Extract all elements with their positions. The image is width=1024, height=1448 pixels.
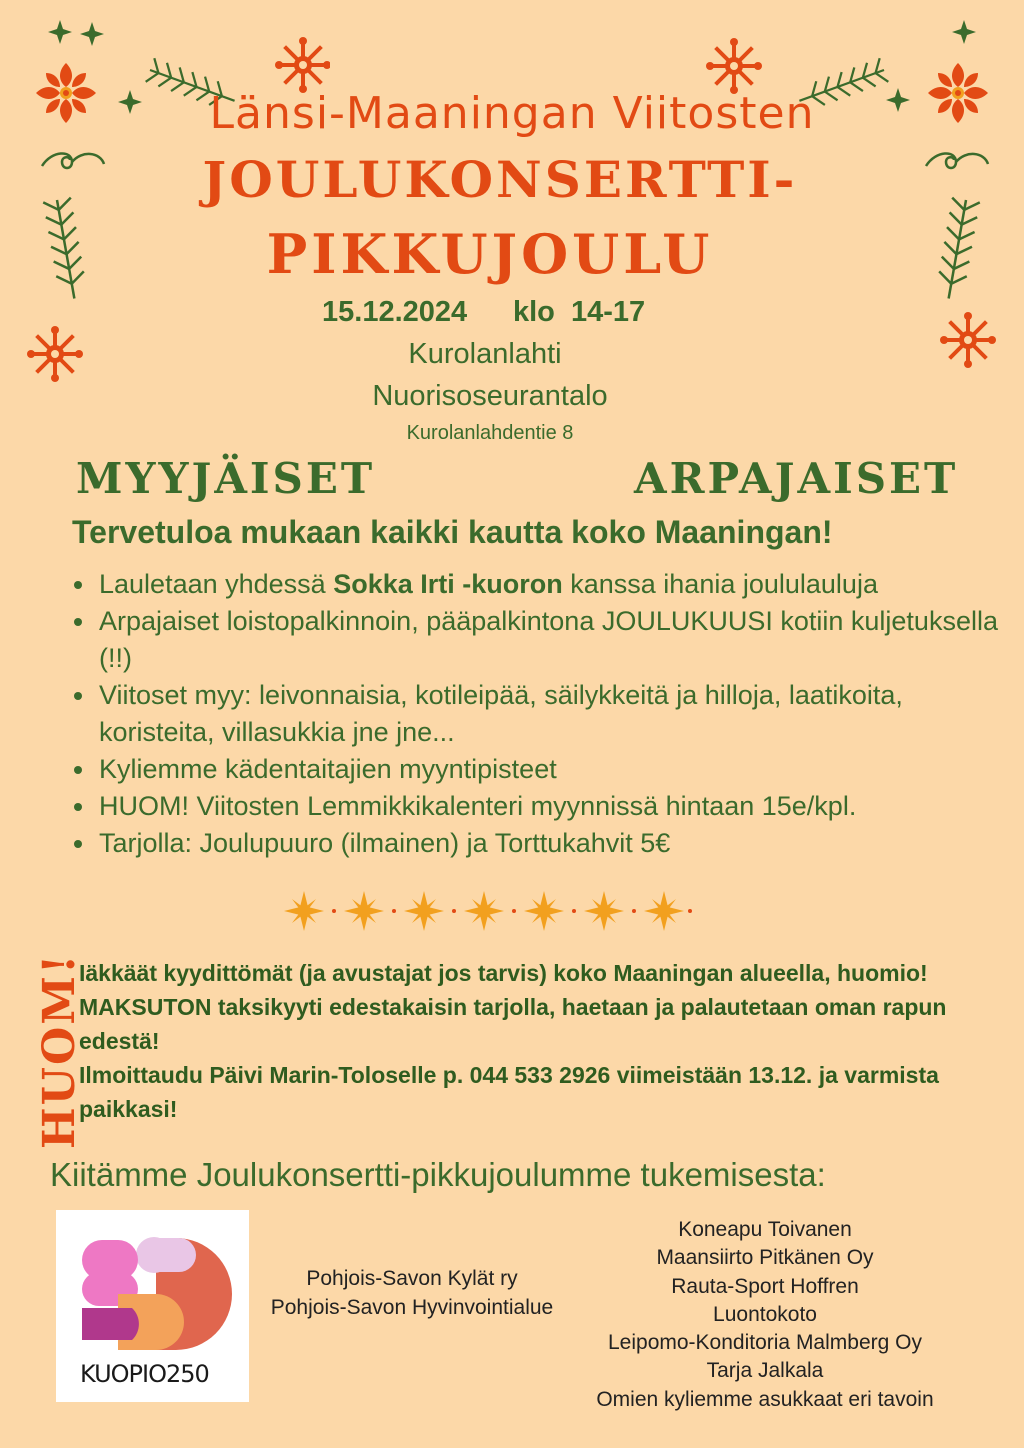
event-time: klo 14-17 — [513, 296, 646, 328]
sponsor-name: Tarja Jalkala — [706, 1359, 824, 1383]
event-place: Kurolanlahti — [408, 338, 562, 370]
event-venue: Nuorisoseurantalo — [372, 380, 608, 412]
sponsors-middle — [252, 1264, 572, 1322]
notice-paragraph: Iäkkäät kyydittömät (ja avustajat jos tarvis) koko Maaningan alueella, huomio! — [79, 960, 928, 986]
notice-paragraph: Ilmoittaudu Päivi Marin-Toloselle p. 044 533 2926 viimeistään 13.12. ja varmista paikkasi! — [79, 1062, 939, 1122]
title-organizer: Länsi-Maaningan Viitosten — [209, 88, 815, 139]
event-address: Kurolanlahdentie 8 — [406, 422, 574, 444]
sponsor-name: Pohjois-Savon Kylät ry — [306, 1267, 518, 1290]
sponsor-name: Leipomo-Konditoria Malmberg Oy — [608, 1331, 922, 1355]
heading-myyjaiset: MYYJÄISET — [76, 454, 376, 503]
program-list — [72, 566, 1002, 862]
sponsor-name: Rauta-Sport Hoffren — [671, 1274, 859, 1298]
logo-text: KUOPIO250 — [80, 1360, 209, 1388]
title-party: PIKKUJOULU — [266, 222, 714, 286]
thanks-heading: Kiitämme Joulukonsertti-pikkujoulumme tukemisesta: — [50, 1156, 826, 1193]
kuopio250-logo — [56, 1210, 249, 1402]
notice-label: HUOM! — [34, 952, 85, 1149]
list-item — [72, 566, 1002, 603]
list-item: Tarjolla: Joulupuuro (ilmainen) ja Torttukahvit 5€ — [72, 825, 1002, 862]
sponsor-name: Koneapu Toivanen — [678, 1218, 852, 1241]
notice-text — [79, 956, 979, 1126]
list-item-text: kanssa ihania joululauluja — [562, 569, 878, 599]
sponsor-name: Maansiirto Pitkänen Oy — [656, 1246, 874, 1270]
sponsor-name: Luontokoto — [713, 1302, 817, 1326]
heading-arpajaiset: ARPAJAISET — [634, 454, 959, 503]
welcome-text: Tervetuloa mukaan kaikki kautta koko Maaningan! — [72, 514, 833, 550]
list-item: Arpajaiset loistopalkinnoin, pääpalkintona JOULUKUUSI kotiin kuljetuksella (!!) — [72, 603, 1002, 677]
event-date: 15.12.2024 — [322, 296, 468, 328]
choir-name: Sokka Irti -kuoron — [333, 569, 563, 599]
star-divider — [280, 885, 700, 937]
list-item-text: Lauletaan yhdessä — [99, 569, 334, 599]
sponsors-right — [560, 1216, 970, 1414]
list-item: Kyliemme kädentaitajien myyntipisteet — [72, 751, 1002, 788]
title-concert: JOULUKONSERTTI- — [202, 150, 798, 209]
sponsor-name: Pohjois-Savon Hyvinvointialue — [270, 1296, 554, 1319]
list-item: Viitoset myy: leivonnaisia, kotileipää, säilykkeitä ja hilloja, laatikoita, koristeita, villasukkia jne jne... — [72, 677, 1002, 751]
sponsor-name: Omien kyliemme asukkaat eri tavoin — [596, 1387, 934, 1411]
notice-paragraph: MAKSUTON taksikyyti edestakaisin tarjolla, haetaan ja palautetaan oman rapun edestä! — [79, 994, 947, 1054]
list-item: HUOM! Viitosten Lemmikkikalenteri myynnissä hintaan 15e/kpl. — [72, 788, 1002, 825]
